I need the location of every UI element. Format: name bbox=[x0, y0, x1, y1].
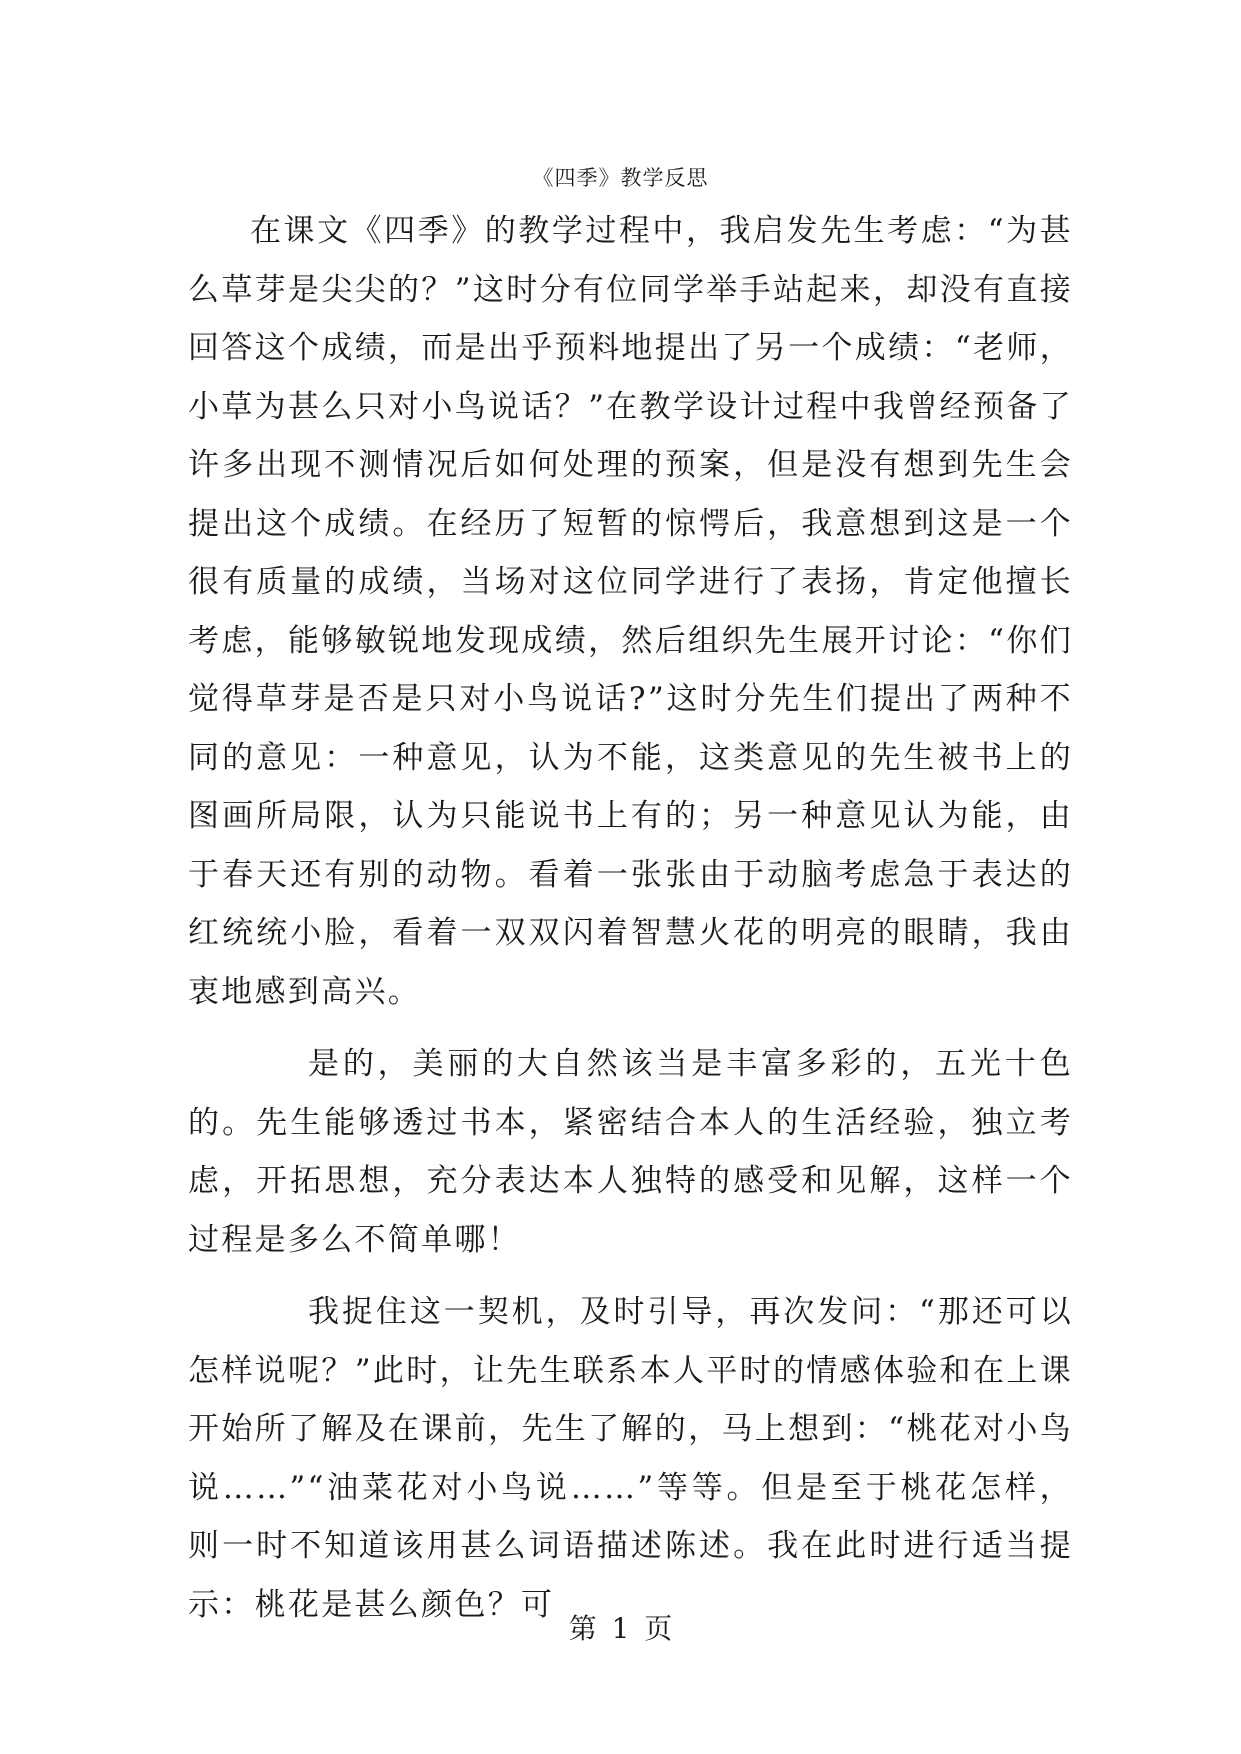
paragraph-3: 我捉住这一契机，及时引导，再次发问：“那还可以怎样说呢？”此时，让先生联系本人平时的情感体验和在上课开始所了解及在课前，先生了解的，马上想到：“桃花对小鸟说……”“油菜花对小鸟说……”等等。但是至于桃花怎样，则一时不知道该用甚么词语描述陈述。我在此时进行适当提示：桃花是甚么颜色？可 bbox=[188, 1294, 1073, 1623]
document-body bbox=[188, 202, 1073, 1634]
paragraph-2: 是的，美丽的大自然该当是丰富多彩的，五光十色的。先生能够透过书本，紧密结合本人的生活经验，独立考虑，开拓思想，充分表达本人独特的感受和见解，这样一个过程是多么不简单哪！ bbox=[188, 1046, 1073, 1258]
paragraph-1: 在课文《四季》的教学过程中，我启发先生考虑：“为甚么草芽是尖尖的？”这时分有位同学举手站起来，却没有直接回答这个成绩，而是出乎预料地提出了另一个成绩：“老师，小草为甚么只对小鸟说话？”在教学设计过程中我曾经预备了许多出现不测情况后如何处理的预案，但是没有想到先生会提出这个成绩。在经历了短暂的惊愕后，我意想到这是一个很有质量的成绩，当场对这位同学进行了表扬，肯定他擅长考虑，能够敏锐地发现成绩，然后组织先生展开讨论：“你们觉得草芽是否是只对小鸟说话?”这时分先生们提出了两种不同的意见：一种意见，认为不能，这类意见的先生被书上的图画所局限，认为只能说书上有的；另一种意见认为能，由于春天还有别的动物。看着一张张由于动脑考虑急于表达的红统统小脸，看着一双双闪着智慧火花的明亮的眼睛，我由衷地感到高兴。 bbox=[188, 213, 1073, 1010]
document-title: 《四季》教学反思 bbox=[532, 166, 709, 190]
page-number: 第 1 页 bbox=[568, 1612, 673, 1645]
